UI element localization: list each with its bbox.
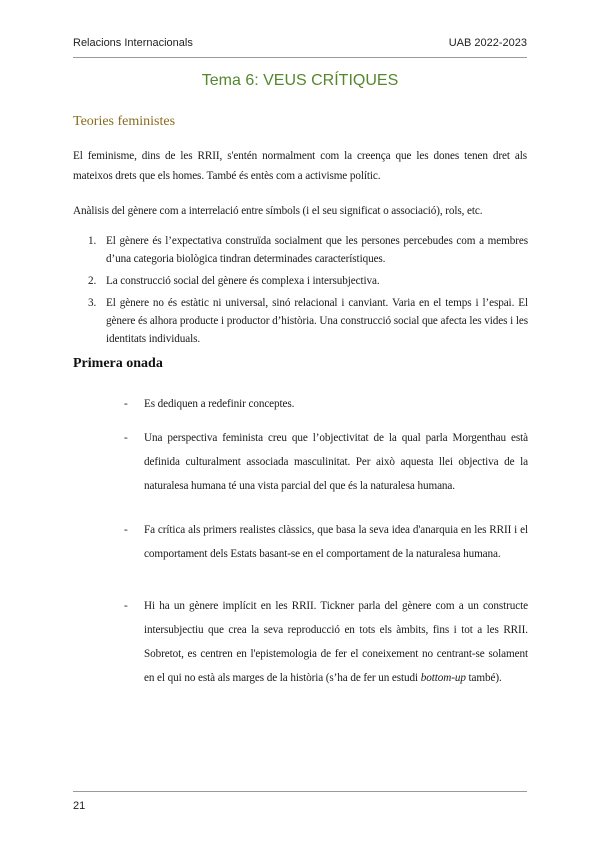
header-academic-year: UAB 2022-2023 [448,37,527,49]
list-item-text: La construcció social del gènere és complexa i intersubjectiva. [106,275,380,287]
list-item-number: 2. [88,275,97,287]
header-divider [73,57,527,58]
dash-item-text: Es dediquen a redefinir conceptes. [144,398,295,410]
dash-list-item [124,594,528,690]
list-item-number: 3. [88,297,97,309]
dash-item-text: Una perspectiva feminista creu que l’objectivitat de la qual parla Morgenthau està definida culturalment associada masculinitat. Per això aquesta llei objectiva de la naturalesa humana té una vista parcial del que és la naturalesa humana. [144,432,528,492]
dash-bullet: - [124,524,128,536]
intro-paragraph: El feminisme, dins de les RRII, s'entén normalment com la creença que les dones tenen dret als mateixos drets que els homes. També és entès com a activisme polític. [73,150,527,182]
gender-analysis-paragraph: Anàlisis del gènere com a interrelació entre símbols (i el seu significat o associació), rols, etc. [73,205,483,217]
numbered-list [88,232,528,352]
dash-list-item [124,392,528,416]
dash-list-item [124,426,528,498]
page-number: 21 [73,800,86,812]
dash-bullet: - [124,398,128,410]
dash-item-text-start: Hi ha un gènere implícit en les RRII. Tickner parla del gènere com a un constructe intersubjectiu que crea la seva reproducció en tots els àmbits, fins i tot a les RRII. Sobretot, es centren en l'epistemologia de fer el coneixement no centrant-se solament en el qui no està als marges de la història (s’ha de fer un estudi [144,600,528,684]
list-item [88,294,528,348]
list-item-text: El gènere és l’expectativa construïda socialment que les persones percebudes com a membres d’una categoria biològica tindran determinades característiques. [106,235,528,265]
list-item [88,272,528,290]
dash-item-text-end: també). [465,672,502,684]
header-course-name: Relacions Internacionals [73,37,193,49]
list-item [88,232,528,268]
page-header [73,37,527,49]
list-item-text: El gènere no és estàtic ni universal, sinó relacional i canviant. Varia en el temps i l’espai. El gènere és alhora producte i productor d’història. Una construcció social que afecta les vides i les identitats individuals. [106,297,528,345]
dash-bullet: - [124,600,128,612]
dash-item-text: Fa crítica als primers realistes clàssics, que basa la seva idea d'anarquia en les RRII i el comportament dels Estats basant-se en el comportament de la naturalesa humana. [144,524,528,560]
page-title: Tema 6: VEUS CRÍTIQUES [201,72,399,89]
list-item-number: 1. [88,235,97,247]
sub-heading: Primera onada [73,356,163,371]
dash-bullet: - [124,432,128,444]
dash-list-item [124,518,528,566]
footer-divider [73,791,527,792]
section-heading: Teories feministes [73,114,176,129]
dash-item-text [124,594,528,690]
italic-term: bottom-up [420,672,466,684]
